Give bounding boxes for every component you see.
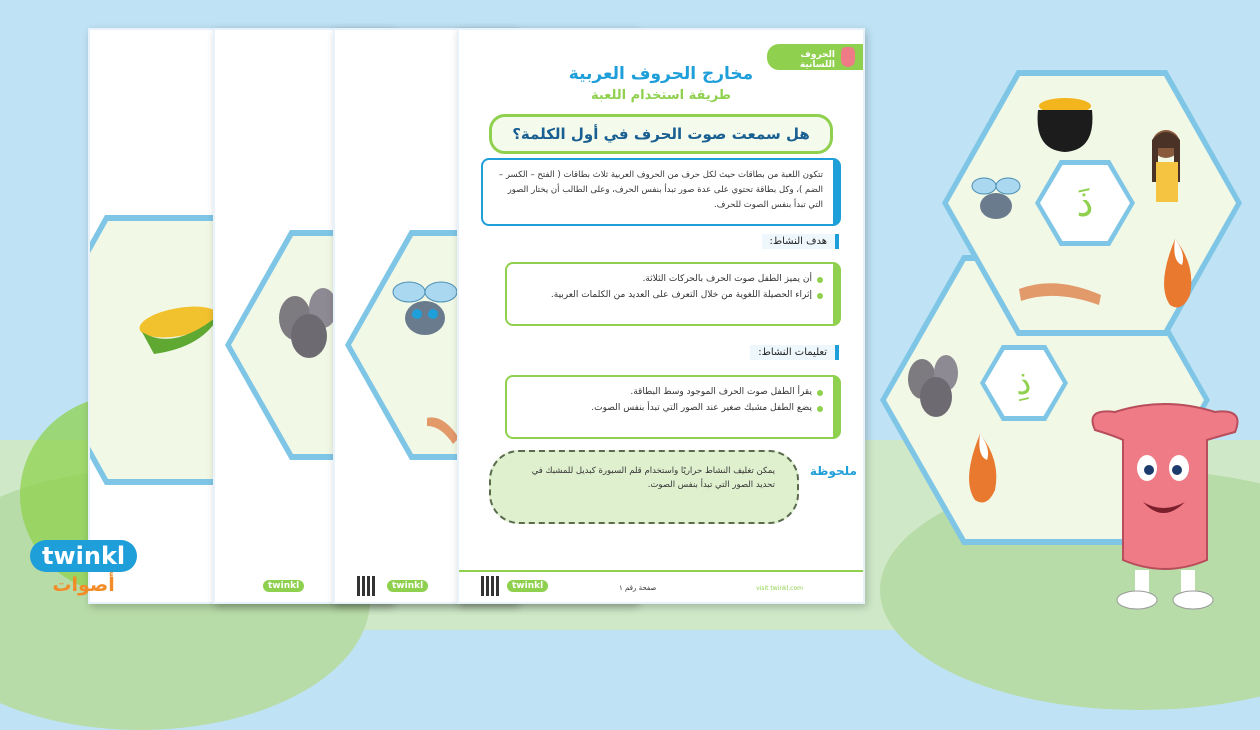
letter-bottom: ذِ [1016,363,1032,403]
instruction-item: يضع الطفل مشبك صغير عند الصور التي تبدأ بنفس الصوت. [517,403,823,413]
goal-item: إثراء الحصيلة اللغوية من خلال التعرف على العديد من الكلمات العربية. [517,290,823,300]
brand-name: twinkl [30,540,137,572]
page-number: صفحة رقم ١ [619,584,657,592]
instructions-box [505,375,841,439]
qr-code [357,576,377,596]
brand-logo [30,540,137,596]
note-cloud [489,450,799,524]
category-tab-label: الحروف اللسانية [799,50,835,70]
question-text: هل سمعت صوت الحرف في أول الكلمة؟ [512,125,810,143]
intro-text: تتكون اللعبة من بطاقات حيث لكل حرف من الحروف العربية ثلاث بطاقات ( الفتح – الكسر – الضم )، وكل بطاقة تحتوي على عدة صور تبدأ بنفس الحرف، وعلى الطالب أن يختار الصور التي تبدأ بنفس الصوت للحرف. [498,170,823,210]
fly-picture [385,270,465,350]
fox-tail-card-picture [955,430,1005,510]
worksheet-title: مخارج الحروف العربية [568,64,754,84]
note-label: ملحوظة [809,464,857,478]
pot-of-gold-picture [1030,94,1100,154]
arm-card-picture [1015,275,1105,315]
goals-box [505,262,841,326]
instruction-item: يقرأ الطفل صوت الحرف الموجود وسط البطاقة. [517,387,823,397]
twinkl-mini-logo: twinkl [387,580,428,592]
instructions-list [517,387,823,413]
worksheet-front-page [457,28,865,604]
tongue-mascot [1085,400,1245,615]
fly-card-picture [966,170,1026,230]
corn-picture [134,292,224,362]
worksheet-subtitle: طريقة استخدام اللعبة [590,88,732,103]
qr-code [481,576,501,596]
footer-url: visit twinkl.com [756,585,803,592]
twinkl-mini-logo: twinkl [507,580,548,592]
intro-box [481,158,841,226]
twinkl-mini-logo: twinkl [263,580,304,592]
goals-list [517,274,823,300]
letter-top: ذَ [1076,181,1094,225]
fox-tail-card-picture-2 [1150,235,1200,315]
instructions-heading: تعليمات النشاط: [750,345,839,360]
goal-heading: هدف النشاط: [762,234,840,249]
question-banner [489,114,833,154]
girl-picture [1140,122,1195,212]
footer [459,572,863,602]
wolves-card-picture [898,345,968,425]
note-text: يمكن تغليف النشاط حراريًا واستخدام قلم السبورة كبديل للمشبك في تحديد الصور التي تبدأ بنفس الصوت. [531,466,775,490]
brand-arabic: أصوات [52,574,115,596]
goal-item: أن يميز الطفل صوت الحرف بالحركات الثلاثة. [517,274,823,284]
